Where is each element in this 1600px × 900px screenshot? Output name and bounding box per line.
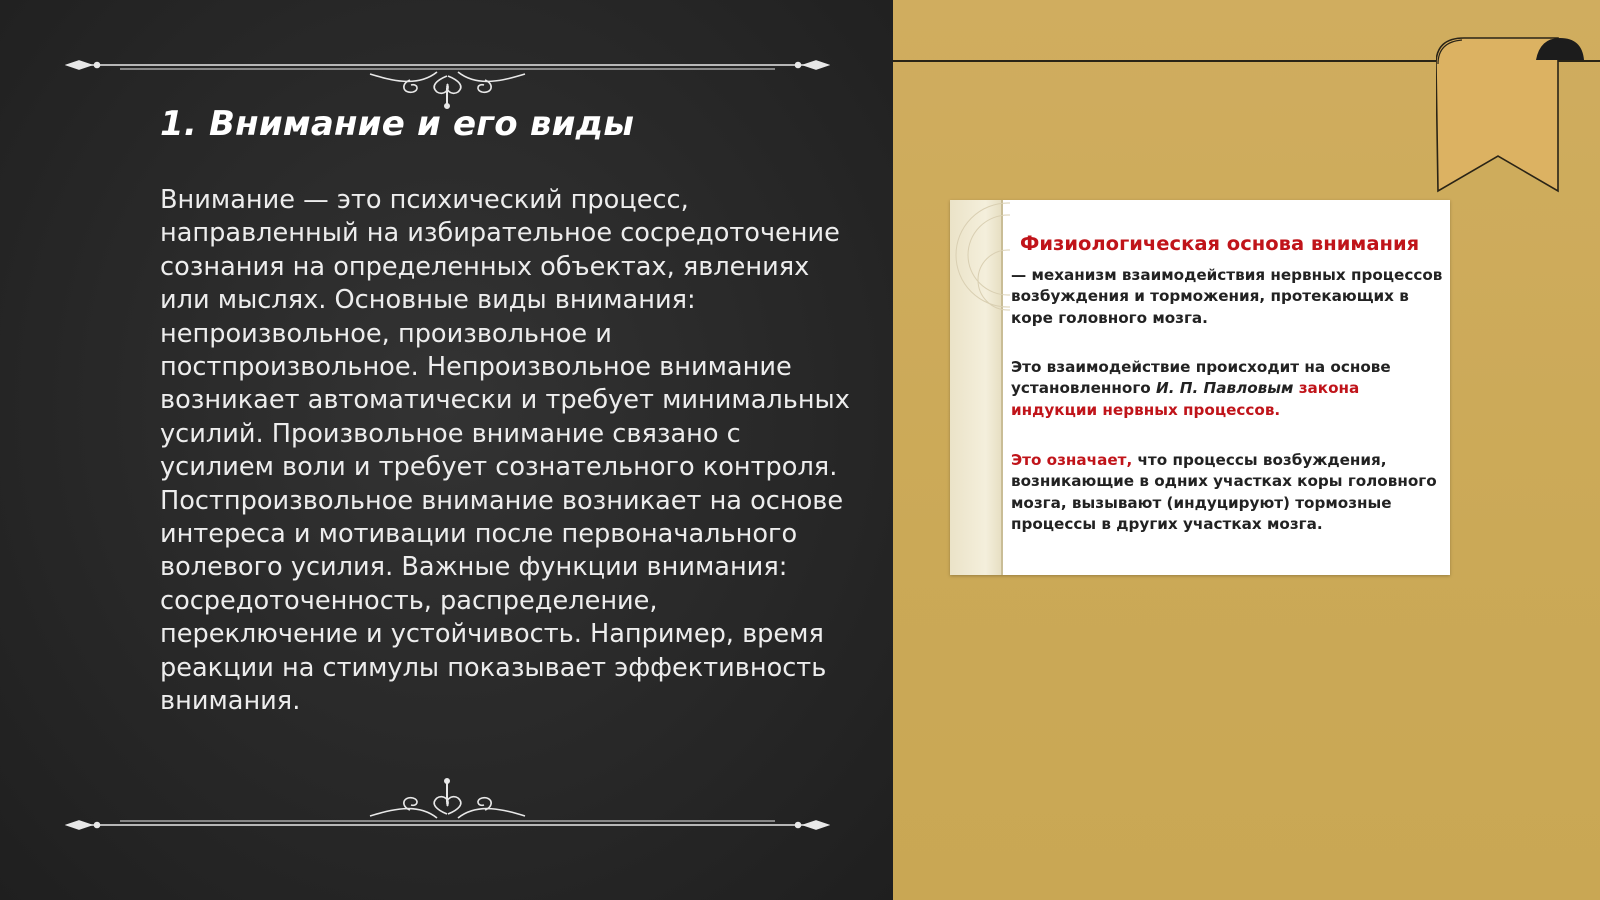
card-paragraph-2 (1011, 357, 1443, 421)
card-p3-lead: Это означает, (1011, 451, 1133, 469)
bookmark-ribbon-icon (1436, 36, 1586, 201)
card-p2-pavlov: И. П. Павловым (1156, 379, 1294, 398)
top-flourish-divider-icon (65, 50, 830, 110)
image-card (950, 200, 1450, 575)
card-paragraph-1: — механизм взаимодействия нервных процессов возбуждения и торможения, протекающих в коре головного мозга. (1011, 266, 1443, 327)
card-paragraph-3 (1011, 450, 1443, 536)
slide-body-text: Внимание — это психический процесс, направленный на избирательное сосредоточение сознания на определенных объектах, явлениях или мыслях. Основные виды внимания: непроизвольное, произвольное и постпроизвольное. Непроизвольное внимание возникает автоматически и требует минимальных усилий. Произвольное внимание связано с усилием воли и требует сознательного контроля. Постпроизвольное внимание возникает на основе интереса и мотивации после первоначального волевого усилия. Важные функции внимания: сосредоточенность, распределение, переключение и устойчивость. Например, время реакции на стимулы показывает эффективность внимания. (160, 185, 850, 717)
card-heading: Физиологическая основа внимания (1020, 232, 1420, 255)
slide-title: 1. Внимание и его виды (160, 104, 635, 144)
card-p3-text: что процессы возбуждения, возникающие в одних участках коры головного мозга, вызывают (индуцируют) тормозные процессы в других участках мозга. (1011, 451, 1437, 534)
card-p2-law: закона индукции нервных процессов. (1011, 379, 1360, 419)
card-p2-text: Это взаимодействие происходит на основе установленного (1011, 358, 1391, 398)
card-decoration-icon (950, 200, 1010, 330)
bottom-flourish-divider-icon (65, 770, 830, 830)
